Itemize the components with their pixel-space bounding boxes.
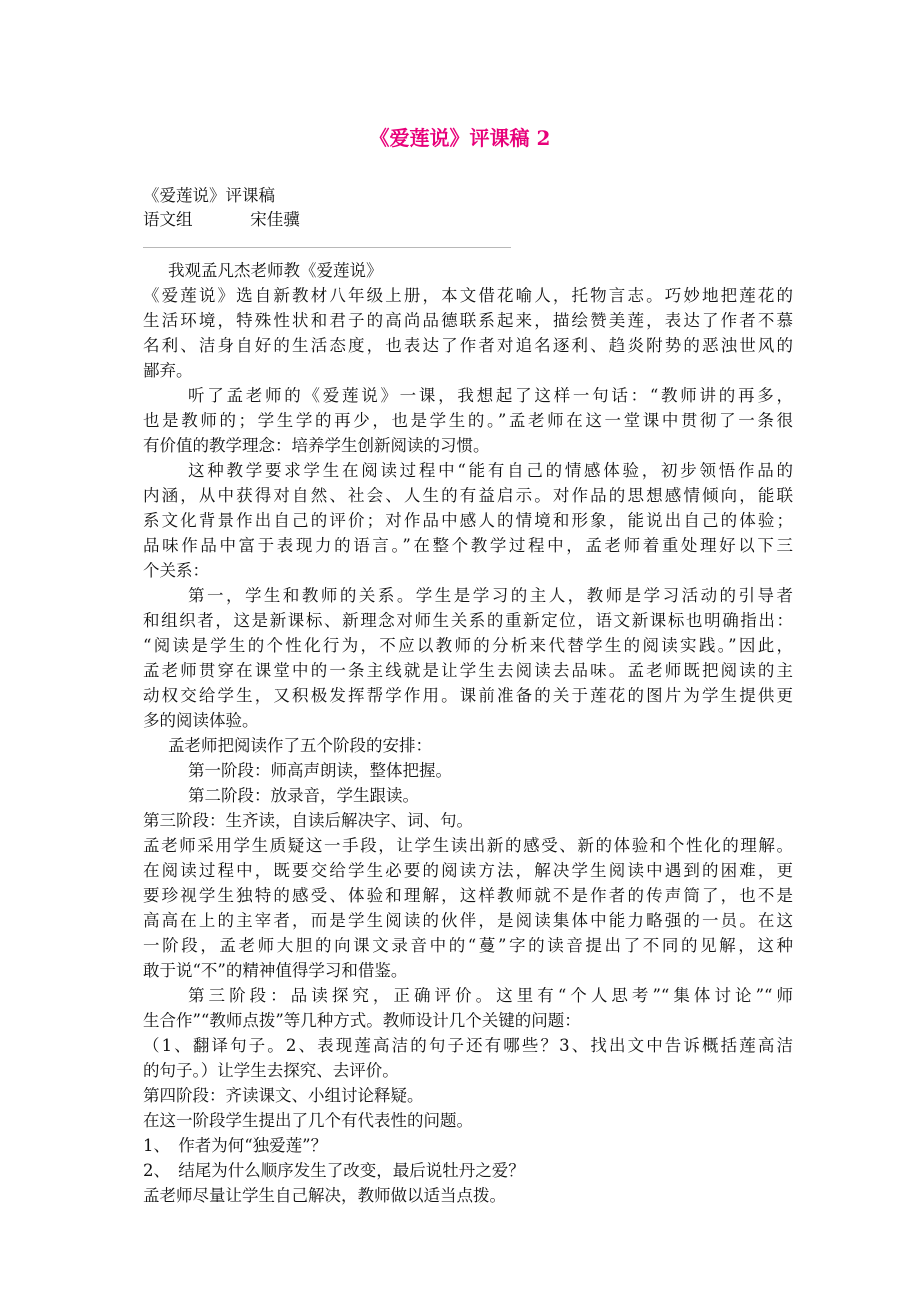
body-line: 我观孟凡杰老师教《爱莲说》 bbox=[168, 261, 383, 280]
subtitle: 《爱莲说》评课稿 bbox=[143, 186, 275, 205]
body-line: 生合作”“教师点拨”等几种方式。教师设计几个关键的问题： bbox=[143, 1011, 581, 1030]
body-line: 第一，学生和教师的关系。学生是学习的主人，教师是学习活动的引导者 bbox=[188, 586, 793, 605]
body-line: 鄙弃。 bbox=[143, 361, 193, 380]
body-line: 这种教学要求学生在阅读过程中“能有自己的情感体验，初步领悟作品的 bbox=[188, 461, 793, 480]
body-line: 高高在上的主宰者，而是学生阅读的伙伴，是阅读集体中能力略强的一员。在这 bbox=[143, 911, 793, 930]
body-line: 生活环境，特殊性状和君子的高尚品德联系起来，描绘赞美莲，表达了作者不慕 bbox=[143, 311, 793, 330]
body-line: 多的阅读体验。 bbox=[143, 711, 259, 730]
group-author-line bbox=[143, 208, 793, 232]
body-line: 和组织者，这是新课标、新理念对师生关系的重新定位，语文新课标也明确指出： bbox=[143, 611, 793, 630]
body-line: 动权交给学生，又积极发挥帮学作用。课前准备的关于莲花的图片为学生提供更 bbox=[143, 686, 793, 705]
body-line: 孟老师贯穿在课堂中的一条主线就是让学生去阅读去品味。孟老师既把阅读的主 bbox=[143, 661, 793, 680]
group-author-text: 语文组 宋佳骥 bbox=[143, 210, 300, 229]
document-title: 《爱莲说》评课稿 2 bbox=[369, 126, 551, 150]
body-line: 有价值的教学理念：培养学生创新阅读的习惯。 bbox=[143, 436, 490, 455]
body-line: （1、翻译句子。2、表现莲高洁的句子还有哪些？3、找出文中告诉概括莲高洁 bbox=[143, 1036, 793, 1055]
body-line: 孟老师采用学生质疑这一手段，让学生读出新的感受、新的体验和个性化的理解。 bbox=[143, 836, 793, 855]
body-line: 在阅读过程中，既要交给学生必要的阅读方法，解决学生阅读中遇到的困难，更 bbox=[143, 861, 793, 880]
body-line: 一阶段，孟老师大胆的向课文录音中的“蔓”字的读音提出了不同的见解，这种 bbox=[143, 936, 793, 955]
body-line: 《爱莲说》选自新教材八年级上册，本文借花喻人，托物言志。巧妙地把莲花的 bbox=[143, 286, 793, 305]
body-line: 2、 结尾为什么顺序发生了改变，最后说牡丹之爱？ bbox=[143, 1161, 525, 1180]
body-line: 在这一阶段学生提出了几个有代表性的问题。 bbox=[143, 1111, 473, 1130]
body-line: 第三阶段：生齐读，自读后解决字、词、句。 bbox=[143, 811, 473, 830]
body-line: 品味作品中富于表现力的语言。”在整个教学过程中，孟老师着重处理好以下三 bbox=[143, 536, 793, 555]
body-line: 个关系： bbox=[143, 561, 209, 580]
body-line: 听了孟老师的《爱莲说》一课，我想起了这样一句话：“教师讲的再多， bbox=[188, 386, 793, 405]
body-line: 第一阶段：师高声朗读，整体把握。 bbox=[188, 761, 452, 780]
body-line: 第二阶段：放录音，学生跟读。 bbox=[188, 786, 419, 805]
body-line: 第三阶段：品读探究，正确评价。这里有“个人思考”“集体讨论”“师 bbox=[188, 986, 793, 1005]
body-line: 第四阶段：齐读课文、小组讨论释疑。 bbox=[143, 1086, 424, 1105]
body-line: 名利、洁身自好的生活态度，也表达了作者对追名逐利、趋炎附势的恶浊世风的 bbox=[143, 336, 793, 355]
body-line: 孟老师把阅读作了五个阶段的安排： bbox=[168, 736, 432, 755]
divider bbox=[143, 247, 511, 248]
body-line: 要珍视学生独特的感受、体验和理解，这样教师就不是作者的传声筒了，也不是 bbox=[143, 886, 793, 905]
body-line: 的句子。）让学生去探究、去评价。 bbox=[143, 1061, 399, 1080]
body-line: 1、 作者为何“独爱莲”？ bbox=[143, 1136, 328, 1155]
body-line: 孟老师尽量让学生自己解决，教师做以适当点拨。 bbox=[143, 1186, 506, 1205]
body-line: “阅读是学生的个性化行为，不应以教师的分析来代替学生的阅读实践。”因此， bbox=[143, 636, 793, 655]
body-line: 系文化背景作出自己的评价；对作品中感人的情境和形象，能说出自己的体验； bbox=[143, 511, 793, 530]
body-line: 内涵，从中获得对自然、社会、人生的有益启示。对作品的思想感情倾向，能联 bbox=[143, 486, 793, 505]
body-line: 敢于说“不”的精神值得学习和借鉴。 bbox=[143, 961, 408, 980]
body-line: 也是教师的；学生学的再少，也是学生的。”孟老师在这一堂课中贯彻了一条很 bbox=[143, 411, 793, 430]
